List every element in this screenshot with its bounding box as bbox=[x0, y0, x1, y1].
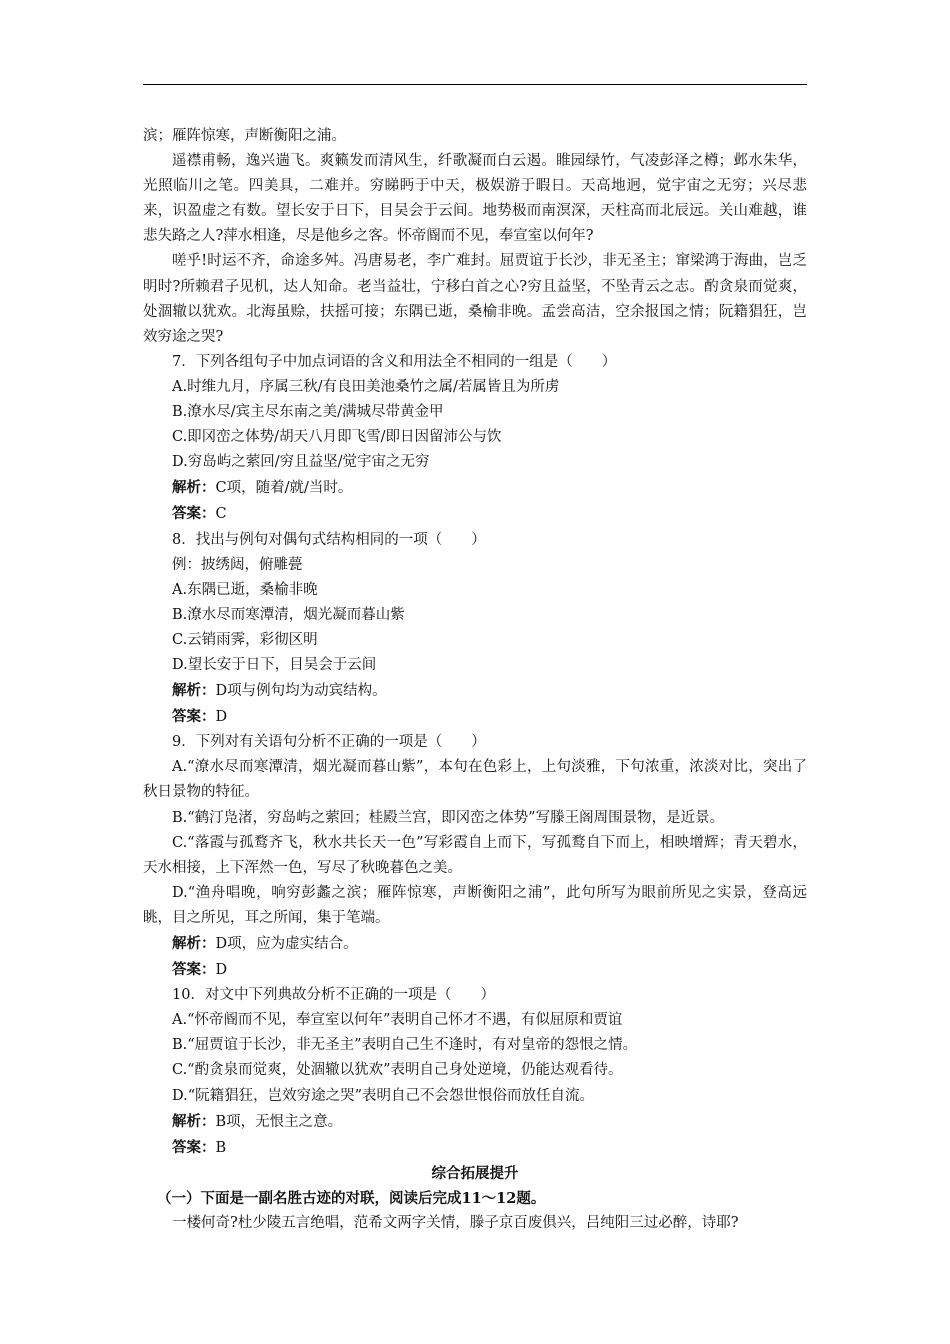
question-9-analysis bbox=[143, 931, 807, 957]
couplet-line: 一楼何奇?杜少陵五言绝唱，范希文两字关情，滕子京百废俱兴，吕纯阳三过必醉，诗耶? bbox=[172, 1215, 739, 1232]
question-7-option-c: C.即冈峦之体势/胡天八月即飞雪/即日因留沛公与饮 bbox=[172, 429, 502, 446]
analysis-text: D项与例句均为动宾结构。 bbox=[215, 683, 387, 700]
answer-label: 答案： bbox=[172, 505, 216, 523]
answer-text: B bbox=[215, 1139, 227, 1156]
question-10-stem: 10．对文中下列典故分析不正确的一项是（ ） bbox=[172, 987, 495, 1004]
analysis-text: D项，应为虚实结合。 bbox=[215, 936, 358, 952]
question-8-option-b: B.潦水尽而寒潭清，烟光凝而暮山紫 bbox=[172, 606, 405, 623]
question-7-option-a: A.时维九月，序属三秋/有良田美池桑竹之属/若属皆且为所虏 bbox=[172, 378, 560, 395]
question-10-option-d: D.“阮籍猖狂，岂效穷途之哭”表明自己不会怨世恨俗而放任自流。 bbox=[172, 1087, 595, 1104]
question-9-answer bbox=[143, 957, 807, 983]
answer-text: D bbox=[215, 962, 228, 979]
analysis-label: 解析： bbox=[172, 682, 216, 700]
analysis-text: B项，无恨主之意。 bbox=[215, 1113, 343, 1130]
part-1-heading: （一）下面是一副名胜古迹的对联，阅读后完成11～12题。 bbox=[157, 1189, 546, 1207]
section-title: 综合拓展提升 bbox=[431, 1164, 519, 1182]
passage-paragraph: 遥襟甫畅，逸兴遄飞。爽籁发而清风生，纤歌凝而白云遏。睢园绿竹，气凌彭泽之樽；邺水朱华，光照临川之笔。四美具，二难并。穷睇眄于中天，极娱游于暇日。天高地迥，觉宇宙之无穷；兴尽悲来，识盈虚之有数。望长安于日下，目吴会于云间。地势极而南溟深，天柱高而北辰远。关山难越，谁悲失路之人?萍水相逢，尽是他乡之客。怀帝阍而不见，奉宣室以何年? bbox=[143, 153, 807, 245]
answer-label: 答案： bbox=[172, 1138, 216, 1156]
question-8-example: 例：披绣闼，俯雕甍 bbox=[172, 556, 303, 573]
analysis-label: 解析： bbox=[172, 935, 216, 952]
question-9-option-d: D.“渔舟唱晚，响穷彭蠡之滨；雁阵惊寒，声断衡阳之浦”，此句所写为眼前所见之实景，登高远眺，目之所见，耳之所闻，集于笔端。 bbox=[143, 884, 807, 926]
question-10-option-a: A.“怀帝阍而不见，奉宣室以何年”表明自己怀才不遇，有似屈原和贾谊 bbox=[172, 1012, 623, 1029]
question-9-option-c: C.“落霞与孤鹜齐飞，秋水共长天一色”写彩霞自上而下，写孤鹜自下而上，相映增辉；青天碧水，天水相接，上下浑然一色，写尽了秋晚暮色之美。 bbox=[143, 834, 807, 876]
answer-label: 答案： bbox=[172, 961, 216, 979]
passage-paragraph: 嗟乎!时运不齐，命途多舛。冯唐易老，李广难封。屈贾谊于长沙，非无圣主；窜梁鸿于海曲，岂乏明时?所赖君子见机，达人知命。老当益壮，宁移白首之心?穷且益坚，不坠青云之志。酌贪泉而觉爽，处涸辙以犹欢。北海虽赊，扶摇可接；东隅已逝，桑榆非晚。孟尝高洁，空余报国之情；阮籍猖狂，岂效穷途之哭? bbox=[143, 253, 807, 345]
answer-text: C bbox=[215, 506, 227, 523]
question-8-option-d: D.望长安于日下，目吴会于云间 bbox=[172, 656, 377, 673]
analysis-label: 解析： bbox=[172, 1112, 216, 1130]
answer-label: 答案： bbox=[172, 708, 216, 726]
question-8-answer bbox=[143, 704, 807, 730]
question-10-option-c: C.“酌贪泉而觉爽，处涸辙以犹欢”表明自己身处逆境，仍能达观看待。 bbox=[172, 1062, 623, 1079]
question-8-analysis bbox=[143, 678, 807, 704]
question-10-answer bbox=[143, 1135, 807, 1161]
analysis-label: 解析： bbox=[172, 479, 216, 497]
passage-fragment: 滨；雁阵惊寒，声断衡阳之浦。 bbox=[143, 128, 346, 144]
question-9-option-a: A.“潦水尽而寒潭清，烟光凝而暮山紫”，本句在色彩上，上句淡雅，下句浓重，浓淡对比，突出了秋日景物的特征。 bbox=[143, 759, 807, 801]
question-7-stem: 7．下列各组句子中加点词语的含义和用法全不相同的一组是（ ） bbox=[172, 353, 617, 370]
question-7-option-d: D.穷岛屿之萦回/穷且益坚/觉宇宙之无穷 bbox=[172, 454, 430, 471]
question-10-analysis bbox=[143, 1109, 807, 1135]
question-7-answer bbox=[143, 501, 807, 527]
question-9-stem: 9．下列对有关语句分析不正确的一项是（ ） bbox=[172, 734, 486, 751]
question-7-analysis bbox=[143, 475, 807, 501]
answer-text: D bbox=[215, 709, 228, 726]
question-8-option-a: A.东隅已逝，桑榆非晚 bbox=[172, 581, 318, 598]
question-10-option-b: B.“屈贾谊于长沙，非无圣主”表明自己生不逢时，有对皇帝的怨恨之情。 bbox=[172, 1037, 638, 1054]
question-8-option-c: C.云销雨霁，彩彻区明 bbox=[172, 631, 318, 648]
question-9-option-b: B.“鹤汀凫渚，穷岛屿之萦回；桂殿兰宫，即冈峦之体势”写滕王阁周围景物，是近景。 bbox=[172, 809, 725, 826]
question-8-stem: 8．找出与例句对偶句式结构相同的一项（ ） bbox=[172, 531, 486, 548]
analysis-text: C项，随着/就/当时。 bbox=[215, 480, 353, 497]
question-7-option-b: B.潦水尽/宾主尽东南之美/满城尽带黄金甲 bbox=[172, 404, 444, 421]
document-body bbox=[143, 124, 807, 1236]
header-rule bbox=[143, 84, 807, 85]
